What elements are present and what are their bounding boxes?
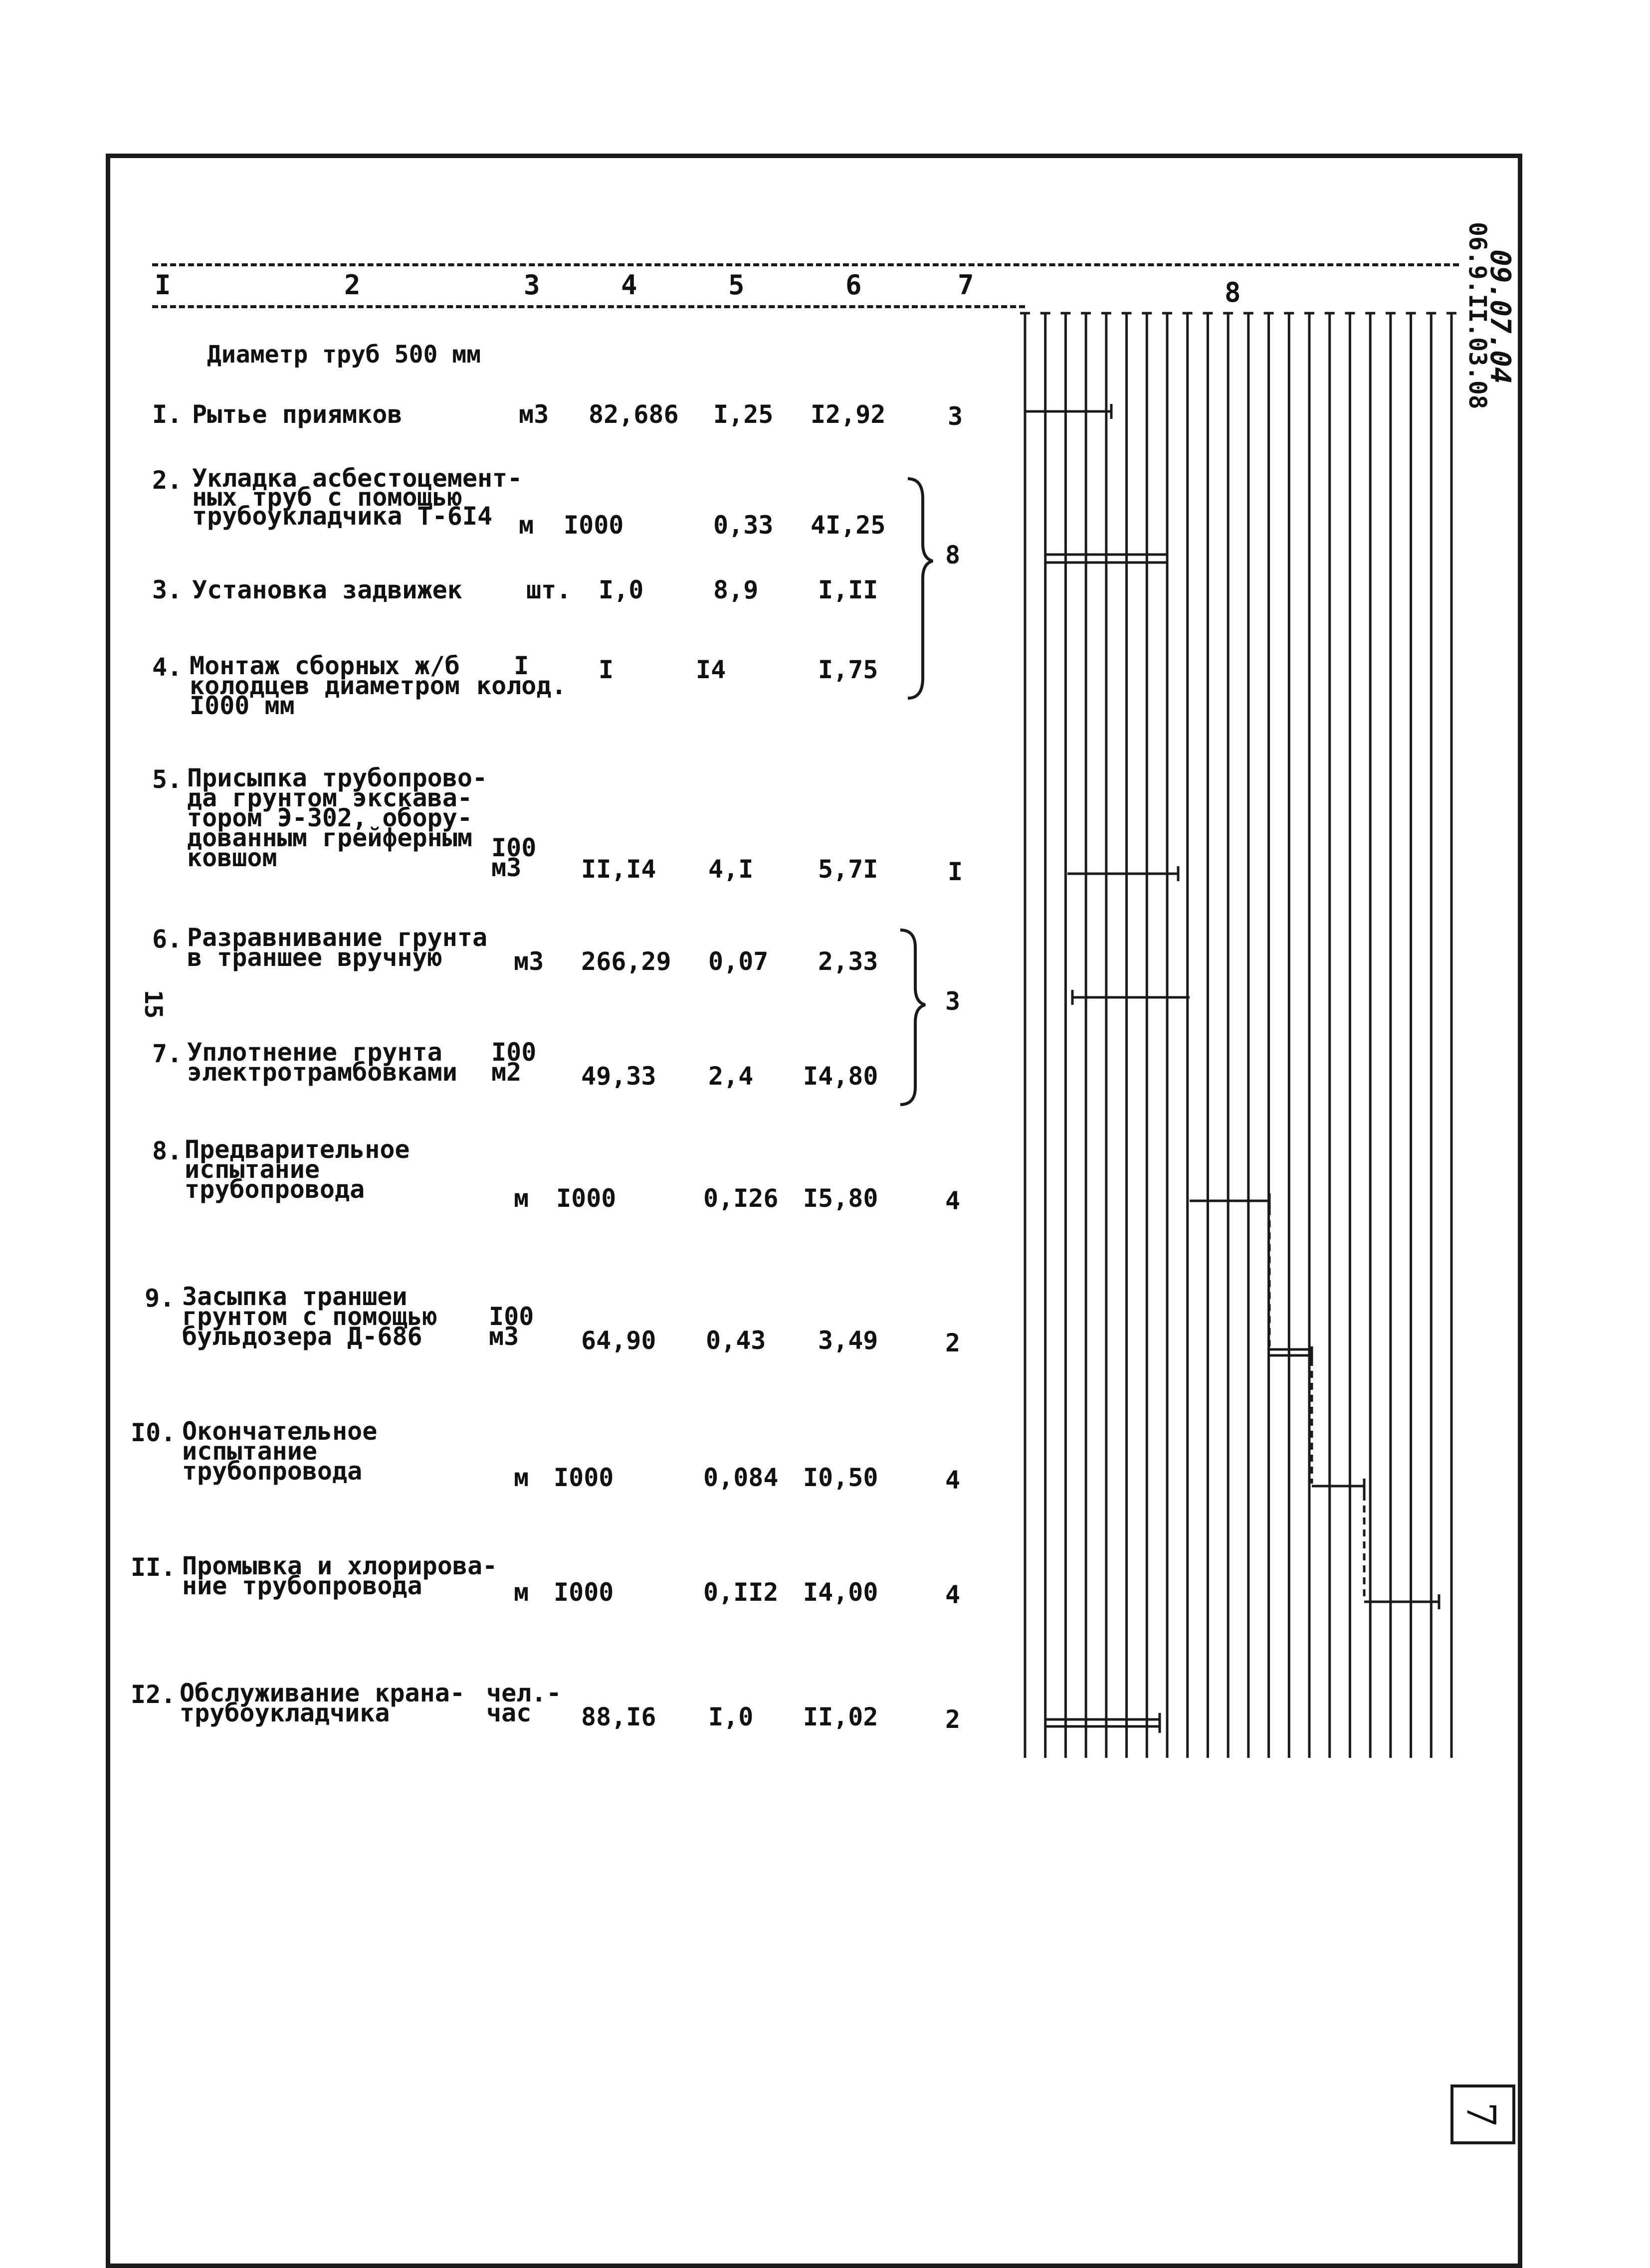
row-9-norm: 0,43 bbox=[706, 1326, 766, 1355]
row-9-qty: 64,90 bbox=[581, 1326, 656, 1355]
row-9-no: 9. bbox=[145, 1284, 175, 1313]
row-8-norm: 0,I26 bbox=[703, 1184, 779, 1213]
row-11-name: Промывка и хлорирова- ние трубопровода bbox=[182, 1551, 498, 1600]
row-4-norm: I4 bbox=[696, 655, 726, 684]
schedule-grid bbox=[1025, 313, 1451, 1758]
row-5-norm: 4,I bbox=[708, 855, 754, 884]
row-11-labor: I4,00 bbox=[803, 1578, 878, 1607]
row-9-name: Засыпка траншеи грунтом с помощью бульдозера Д-686 bbox=[182, 1282, 437, 1351]
row-12-unit: чел.- час bbox=[486, 1679, 562, 1727]
row-4-labor: I,75 bbox=[818, 655, 878, 684]
row-6-no: 6. bbox=[152, 925, 183, 953]
page-number-box bbox=[1450, 2084, 1515, 2144]
row-2-no: 2. bbox=[152, 466, 183, 495]
row-5-qty: II,I4 bbox=[581, 855, 656, 884]
row-9-unit: I00 м3 bbox=[489, 1302, 534, 1351]
row-4-unit: I колод. bbox=[476, 651, 567, 700]
column-header-4: 4 bbox=[621, 269, 637, 301]
row-5-unit: I00 м3 bbox=[491, 833, 537, 882]
row-8-labor: I5,80 bbox=[803, 1184, 878, 1213]
row-3-norm: 8,9 bbox=[713, 575, 759, 604]
row-12-workers: 2 bbox=[945, 1705, 961, 1734]
column-header-3: 3 bbox=[524, 269, 540, 301]
group-workers-rows-6-7: 3 bbox=[945, 987, 961, 1016]
row-1-qty: 82,686 bbox=[589, 400, 679, 429]
row-10-no: I0. bbox=[131, 1418, 176, 1447]
column-header-5: 5 bbox=[728, 269, 745, 301]
row-1-norm: I,25 bbox=[713, 400, 774, 429]
row-9-labor: 3,49 bbox=[818, 1326, 878, 1355]
row-11-qty: I000 bbox=[554, 1578, 614, 1607]
row-3-qty: I,0 bbox=[599, 575, 644, 604]
row-2-norm: 0,33 bbox=[713, 511, 774, 540]
row-12-norm: I,0 bbox=[708, 1702, 754, 1731]
side-mark: 15 bbox=[139, 990, 167, 1019]
row-10-norm: 0,084 bbox=[703, 1463, 779, 1492]
row-7-qty: 49,33 bbox=[581, 1062, 656, 1091]
row-12-name: Обслуживание крана- трубоукладчика bbox=[180, 1679, 465, 1727]
row-10-unit: м bbox=[514, 1463, 529, 1492]
row-11-unit: м bbox=[514, 1578, 529, 1607]
column-header-8: 8 bbox=[1225, 277, 1241, 308]
row-7-unit: I00 м2 bbox=[491, 1038, 537, 1087]
row-12-no: I2. bbox=[131, 1680, 176, 1709]
brace-rows-6-7 bbox=[900, 930, 925, 1105]
row-9-workers: 2 bbox=[945, 1328, 961, 1357]
row-6-labor: 2,33 bbox=[818, 947, 878, 976]
row-4-name: Монтаж сборных ж/б колодцев диаметром I000 мм bbox=[190, 651, 460, 720]
row-3-labor: I,II bbox=[818, 575, 878, 604]
row-10-labor: I0,50 bbox=[803, 1463, 878, 1492]
row-2-labor: 4I,25 bbox=[811, 511, 886, 540]
row-3-unit: шт. bbox=[526, 575, 572, 604]
row-1-no: I. bbox=[152, 400, 183, 429]
row-7-norm: 2,4 bbox=[708, 1062, 754, 1091]
column-header-2: 2 bbox=[344, 269, 361, 301]
page-number: 7 bbox=[1457, 2102, 1504, 2127]
row-5-name: Присыпка трубопрово- да грунтом экскава- тором Э-302, обору- дованным грейферным ковшом bbox=[187, 763, 488, 872]
row-3-name: Установка задвижек bbox=[192, 575, 462, 604]
row-4-no: 4. bbox=[152, 653, 183, 682]
row-10-workers: 4 bbox=[945, 1466, 961, 1495]
row-6-qty: 266,29 bbox=[581, 947, 671, 976]
row-8-workers: 4 bbox=[945, 1186, 961, 1215]
row-6-norm: 0,07 bbox=[708, 947, 769, 976]
row-7-no: 7. bbox=[152, 1039, 183, 1068]
row-7-labor: I4,80 bbox=[803, 1062, 878, 1091]
row-6-unit: м3 bbox=[514, 947, 544, 976]
brace-rows-2-4 bbox=[908, 479, 933, 698]
row-1-unit: м3 bbox=[519, 400, 549, 429]
row-10-qty: I000 bbox=[554, 1463, 614, 1492]
row-6-name: Разравнивание грунта в траншее вручную bbox=[187, 923, 488, 972]
row-4-qty: I bbox=[599, 655, 614, 684]
row-12-qty: 88,I6 bbox=[581, 1702, 656, 1731]
doc-code-a: 09.07.04 bbox=[1484, 249, 1516, 384]
row-3-no: 3. bbox=[152, 575, 183, 604]
row-1-labor: I2,92 bbox=[811, 400, 886, 429]
doc-code-b: 06.9.II.03.08 bbox=[1463, 222, 1491, 409]
group-workers-rows-2-4: 8 bbox=[945, 541, 961, 569]
row-11-workers: 4 bbox=[945, 1580, 961, 1609]
row-11-no: II. bbox=[131, 1553, 176, 1582]
row-5-workers: I bbox=[948, 857, 963, 886]
section-title: Диаметр труб 500 мм bbox=[207, 341, 481, 369]
row-5-labor: 5,7I bbox=[818, 855, 878, 884]
column-header-1: I bbox=[155, 269, 171, 301]
row-2-qty: I000 bbox=[564, 511, 624, 540]
row-8-unit: м bbox=[514, 1184, 529, 1213]
column-header-6: 6 bbox=[845, 269, 862, 301]
row-12-labor: II,02 bbox=[803, 1702, 878, 1731]
column-header-7: 7 bbox=[958, 269, 974, 301]
row-10-name: Окончательное испытание трубопровода bbox=[182, 1417, 378, 1486]
row-2-name: Укладка асбестоцемент- ных труб с помощью трубоукладчика Т-6I4 bbox=[192, 464, 523, 531]
row-8-no: 8. bbox=[152, 1136, 183, 1165]
row-5-no: 5. bbox=[152, 765, 183, 794]
row-8-name: Предварительное испытание трубопровода bbox=[185, 1135, 410, 1204]
row-1-workers: 3 bbox=[948, 402, 963, 431]
row-11-norm: 0,II2 bbox=[703, 1578, 779, 1607]
row-1-name: Рытье приямков bbox=[192, 400, 403, 429]
row-2-unit: м bbox=[519, 511, 534, 540]
row-7-name: Уплотнение грунта электротрамбовками bbox=[187, 1038, 457, 1087]
row-8-qty: I000 bbox=[556, 1184, 617, 1213]
